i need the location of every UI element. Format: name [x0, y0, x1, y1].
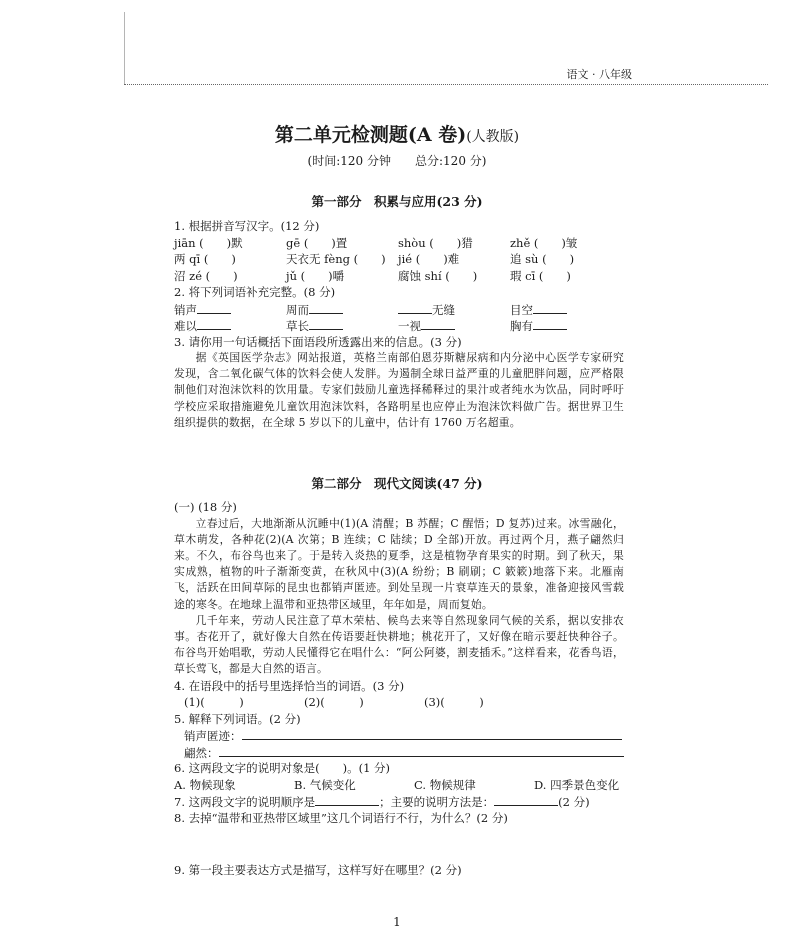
- q6-option[interactable]: D. 四季景色变化: [534, 777, 620, 792]
- q5-answer-line[interactable]: [242, 727, 622, 740]
- q2-blank[interactable]: [197, 317, 231, 330]
- q1-stem: 1. 根据拼音写汉字。(12 分): [174, 219, 320, 233]
- q7-row: [174, 793, 624, 810]
- q5-word: 销声匿迹：: [184, 729, 242, 744]
- q5-word-row: [174, 727, 624, 744]
- q2-row: [174, 317, 624, 334]
- q7-answer-blank[interactable]: [315, 793, 379, 806]
- q2-word-pre: 难以: [174, 319, 197, 333]
- q6-option[interactable]: C. 物候规律: [414, 777, 476, 792]
- q2-blank[interactable]: [309, 317, 343, 330]
- q4-blank[interactable]: (2)( ): [304, 695, 364, 710]
- q1-item: 腐蚀 shí ( ): [398, 268, 478, 283]
- q2-word-pre: 目空: [510, 302, 533, 317]
- q1-item: shòu ( )猎: [398, 235, 473, 250]
- q1-item: jǔ ( )嚼: [286, 268, 345, 283]
- q1-item: jié ( )难: [398, 252, 460, 266]
- title-edition: (人教版): [466, 129, 520, 145]
- part2-heading: 第二部分 现代文阅读(47 分): [311, 476, 483, 491]
- q5-word-row: [174, 744, 624, 761]
- q2-stem: 2. 将下列词语补充完整。(8 分): [174, 285, 336, 299]
- q8-stem: 8. 去掉“温带和亚热带区域里”这几个词语行不行，为什么？(2 分): [174, 810, 508, 825]
- q1-item: 两 qī ( ): [174, 252, 236, 266]
- q9-stem: 9. 第一段主要表达方式是描写，这样写好在哪里？(2 分): [174, 863, 462, 878]
- q5-word: 翩然：: [184, 745, 219, 760]
- q2-blank[interactable]: [421, 317, 455, 330]
- part1-questions: [174, 218, 624, 431]
- q4-blank[interactable]: (3)( ): [424, 695, 484, 710]
- q6-stem: 6. 这两段文字的说明对象是( )。(1 分): [174, 761, 391, 776]
- q1-item: 沼 zé ( ): [174, 268, 238, 283]
- q7-score: (2 分): [558, 795, 590, 810]
- q6-options: [174, 777, 624, 794]
- q1-row: [174, 268, 624, 285]
- q2-word-pre: 周而: [286, 302, 309, 317]
- reading-paragraph-2: 几千年来，劳动人民注意了草木荣枯、候鸟去来等自然现象同气候的关系，据以安排农事。杏花开了，就好像大自然在传语要赶快耕地；桃花开了，又好像在暗示要赶快种谷子。布谷鸟开始唱歌，劳动人民懂得它在唱什么：“阿公阿婆，割麦插禾。”这样看来，花香鸟语，草长莺飞，都是大自然的语言。: [174, 613, 624, 676]
- q1-item: gē ( )置: [286, 235, 348, 250]
- q1-row: [174, 235, 624, 252]
- q2-word-pre: 一视: [398, 319, 421, 333]
- q4-blank[interactable]: (1)( ): [184, 695, 244, 710]
- q1-item: 追 sù ( ): [510, 252, 575, 266]
- q1-item: 瑕 cī ( ): [510, 268, 571, 283]
- part1-heading: 第一部分 积累与应用(23 分): [311, 194, 483, 209]
- q2-blank[interactable]: [533, 317, 567, 330]
- q4-blanks: [174, 694, 624, 711]
- q2-blank[interactable]: [197, 301, 231, 314]
- q2-blank[interactable]: [533, 301, 567, 314]
- q2-row: [174, 301, 624, 318]
- exam-score: 总分:120 分): [415, 154, 487, 168]
- q6-option[interactable]: B. 气候变化: [294, 777, 356, 792]
- q2-word-pre: 胸有: [510, 319, 533, 333]
- reading-paragraph-1: 立春过后，大地渐渐从沉睡中(1)(A 清醒；B 苏醒；C 醒悟；D 复苏)过来。冰雪融化，草木萌发，各种花(2)(A 次第；B 连续；C 陆续；D 全部)开放。再过两个月，燕子翩然归来。不久，布谷鸟也来了。于是转入炎热的夏季，这是植物孕育果实的时期。到了秋天，果实成熟，植物的叶子渐渐变黄，在秋风中(3)(A 纷纷；B 刷刷；C 簌簌)地落下来。北雁南飞，活跃在田间草际的昆虫也都销声匿迹。到处呈现一片衰草连天的景象，准备迎接风雪载途的寒冬。在地球上温带和亚热带区域里，年年如是，周而复始。: [174, 516, 624, 611]
- q1-item: 天衣无 fèng ( ): [286, 252, 386, 266]
- q1-item: jiān ( )默: [174, 235, 243, 250]
- q2-word-pre: 草长: [286, 319, 309, 333]
- page-title: [0, 120, 794, 147]
- reading-section-label: (一) (18 分): [174, 500, 237, 514]
- q7-answer-blank[interactable]: [494, 793, 558, 806]
- q7-stem-b: ；主要的说明方法是：: [379, 795, 495, 810]
- page-number: 1: [393, 915, 401, 929]
- exam-info: [0, 152, 794, 169]
- q7-stem-a: 7. 这两段文字的说明顺序是: [174, 795, 316, 810]
- q8-answer-space[interactable]: [174, 826, 624, 862]
- q2-blank[interactable]: [398, 301, 432, 314]
- exam-time: (时间:120 分钟: [307, 154, 391, 168]
- q1-row: [174, 251, 624, 268]
- title-main: 第二单元检测题(A 卷): [274, 124, 467, 146]
- q3-passage: 据《英国医学杂志》网站报道，英格兰南部伯恩芬斯糖尿病和内分泌中心医学专家研究发现，含二氧化碳气体的饮料会使人发胖。为遏制全球日益严重的儿童肥胖问题，应严格限制他们对泡沫饮料的饮用量。专家们鼓励儿童选择稀释过的果汁或者纯水为饮品，同时呼吁学校应采取措施避免儿童饮用泡沫饮料，各路明星也应停止为泡沫饮料做广告。据世界卫生组织提供的数据，在全球 5 岁以下的儿童中，估计有 1760 万名超重。: [174, 351, 624, 429]
- q4-stem: 4. 在语段中的括号里选择恰当的词语。(3 分): [174, 678, 405, 693]
- q1-item: zhě ( )皱: [510, 235, 578, 250]
- q5-stem: 5. 解释下列词语。(2 分): [174, 711, 301, 726]
- header-dotted-divider: [124, 84, 768, 85]
- header-vertical-rule: [124, 12, 125, 84]
- subject-header: 语文 · 八年级: [566, 68, 632, 81]
- q3-stem: 3. 请你用一句话概括下面语段所透露出来的信息。(3 分): [174, 334, 462, 349]
- q2-word-post: 无缝: [432, 302, 455, 317]
- q6-option[interactable]: A. 物候现象: [174, 777, 236, 792]
- part2-questions: [174, 499, 624, 879]
- q2-blank[interactable]: [309, 301, 343, 314]
- q2-word-pre: 销声: [174, 302, 197, 317]
- q5-answer-line[interactable]: [219, 744, 624, 757]
